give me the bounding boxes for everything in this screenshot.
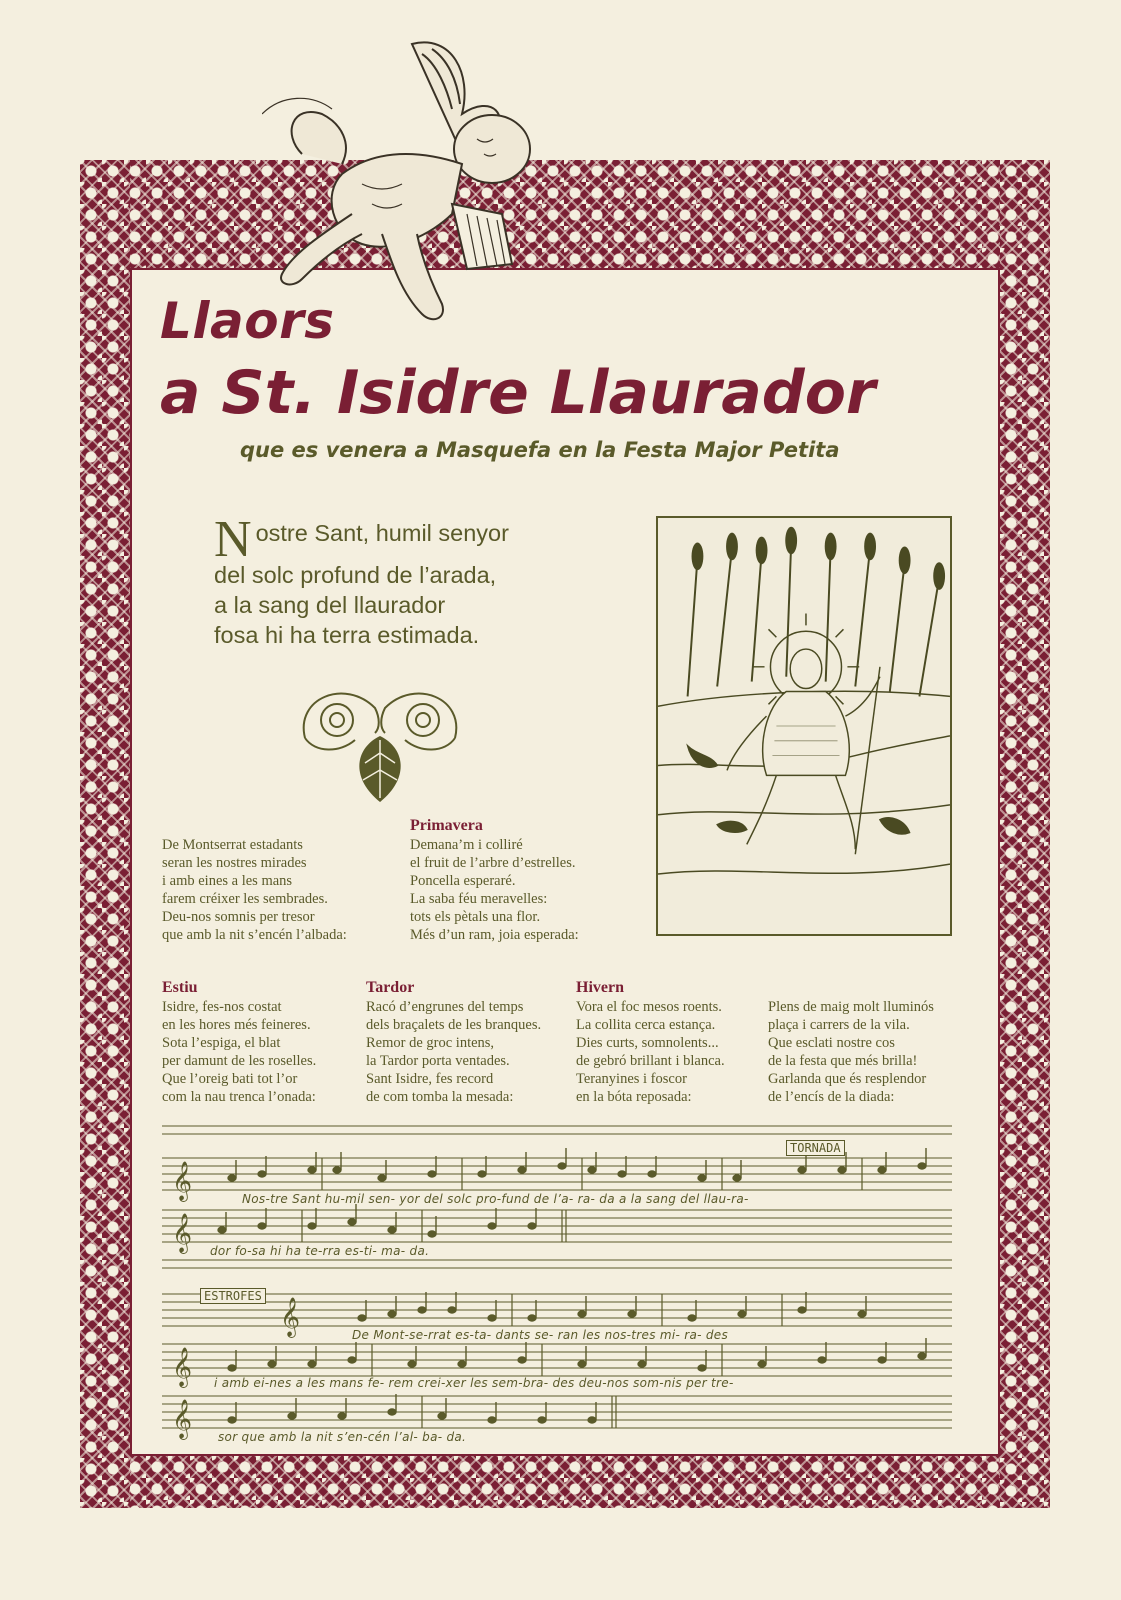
- title-line-2: a St. Isidre Llaurador: [160, 358, 876, 428]
- stanza-line: per damunt de les roselles.: [162, 1053, 317, 1069]
- stanza-estiu: [162, 978, 316, 1106]
- stanza-heading: Primavera: [410, 817, 483, 834]
- tornada-label: TORNADA: [786, 1140, 845, 1156]
- stanza-line: Que l’oreig bati tot l’or: [162, 1071, 298, 1087]
- stanza-tardor: [366, 978, 541, 1106]
- svg-text:𝄞: 𝄞: [172, 1399, 193, 1439]
- stanza-line: Remor de groc intens,: [366, 1035, 495, 1051]
- stanza-hivern: [576, 978, 725, 1106]
- stanza-line: i amb eines a les mans: [162, 873, 293, 889]
- stanza-heading: Hivern: [576, 979, 624, 996]
- ornamental-border-right: [1000, 160, 1050, 1508]
- lyric-line: Nos-tre Sant hu-mil sen- yor del solc pro-fund de l’a- ra- da a la sang del llau-ra-: [242, 1192, 749, 1206]
- stanza-line: Demana’m i colliré: [410, 837, 523, 853]
- lyric-line: sor que amb la nit s’en-cén l’al- ba- da.: [218, 1430, 467, 1444]
- stanza-line: La collita cerca estança.: [576, 1017, 716, 1033]
- stanza-line: que amb la nit s’encén l’albada:: [162, 927, 347, 943]
- stanza-primavera: [410, 816, 579, 944]
- stanza-line: farem créixer les sembrades.: [162, 891, 328, 907]
- subtitle: que es venera a Masquefa en la Festa Major Petita: [240, 438, 840, 462]
- stanza-line: Vora el foc mesos roents.: [576, 999, 722, 1015]
- stanza-line: de gebró brillant i blanca.: [576, 1053, 725, 1069]
- stanza-line: en la bóta reposada:: [576, 1089, 692, 1105]
- stanza-line: de la festa que més brilla!: [768, 1053, 918, 1069]
- stanza-line: Sota l’espiga, el blat: [162, 1035, 281, 1051]
- stanza-line: com la nau trenca l’onada:: [162, 1089, 316, 1105]
- stanza-opening: [162, 836, 347, 944]
- stanza-heading: Tardor: [366, 979, 415, 996]
- stanza-line: la Tardor porta ventades.: [366, 1053, 510, 1069]
- svg-text:𝄞: 𝄞: [172, 1347, 193, 1387]
- intro-verse: [214, 511, 594, 650]
- stanza-line: De Montserrat estadants: [162, 837, 303, 853]
- stanza-line: Més d’un ram, joia esperada:: [410, 927, 579, 943]
- cherub-illustration: [262, 34, 582, 334]
- stanza-heading: Estiu: [162, 979, 198, 996]
- stanza-line: plaça i carrers de la vila.: [768, 1017, 910, 1033]
- svg-text:𝄞: 𝄞: [280, 1297, 301, 1337]
- ornamental-border-bottom: [80, 1456, 1050, 1508]
- stanza-line: dels braçalets de les branques.: [366, 1017, 542, 1033]
- stanza-line: Garlanda que és resplendor: [768, 1071, 927, 1087]
- intro-line: a la sang del llaurador: [214, 592, 446, 618]
- lyric-line: De Mont-se-rrat es-ta- dants se- ran les nos-tres mi- ra- des: [352, 1328, 729, 1342]
- title-line-1: Llaors: [160, 292, 335, 350]
- stanza-line: Poncella esperaré.: [410, 873, 516, 889]
- floral-ornament-icon: [295, 678, 465, 804]
- stanza-line: Isidre, fes-nos costat: [162, 999, 282, 1015]
- stanza-line: Dies curts, somnolents...: [576, 1035, 719, 1051]
- saint-woodcut-illustration: [656, 516, 952, 936]
- stanza-line: La saba féu meravelles:: [410, 891, 548, 907]
- svg-text:𝄞: 𝄞: [172, 1213, 193, 1253]
- music-staves: [162, 1118, 952, 1448]
- stanza-line: Que esclati nostre cos: [768, 1035, 895, 1051]
- stanza-line: Plens de maig molt lluminós: [768, 999, 934, 1015]
- lyric-line: dor fo-sa hi ha te-rra es-ti- ma- da.: [210, 1244, 430, 1258]
- stanza-line: seran les nostres mirades: [162, 855, 307, 871]
- stanza-line: Deu-nos somnis per tresor: [162, 909, 315, 925]
- stanza-line: Sant Isidre, fes record: [366, 1071, 494, 1087]
- intro-line: fosa hi ha terra estimada.: [214, 622, 480, 648]
- stanza-closing: [768, 998, 934, 1106]
- estrofes-label: ESTROFES: [200, 1288, 266, 1304]
- svg-text:𝄞: 𝄞: [172, 1161, 193, 1201]
- stanza-line: el fruit de l’arbre d’estrelles.: [410, 855, 576, 871]
- intro-line: del solc profund de l’arada,: [214, 562, 497, 588]
- stanza-line: tots els pètals una flor.: [410, 909, 541, 925]
- sheet-music: [162, 1118, 952, 1448]
- stanza-line: de com tomba la mesada:: [366, 1089, 514, 1105]
- stanza-line: Racó d’engrunes del temps: [366, 999, 524, 1015]
- ornamental-border-left: [80, 160, 130, 1508]
- stanza-line: de l’encís de la diada:: [768, 1089, 895, 1105]
- stanza-line: en les hores més feineres.: [162, 1017, 311, 1033]
- intro-line: ostre Sant, humil senyor: [255, 520, 509, 546]
- lyric-line: i amb ei-nes a les mans fe- rem crei-xer les sem-bra- des deu-nos som-nis per tre-: [214, 1376, 734, 1390]
- stanza-line: Teranyines i foscor: [576, 1071, 687, 1087]
- drop-cap: N: [214, 511, 252, 568]
